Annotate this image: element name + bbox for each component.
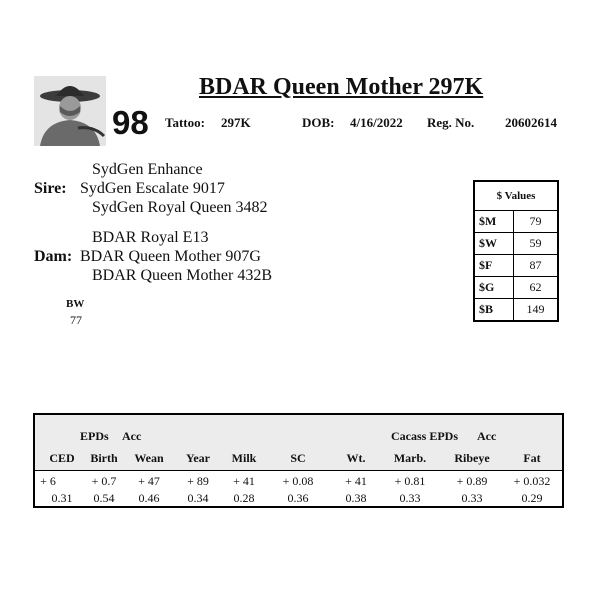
sire-dam-name: SydGen Royal Queen 3482 [92, 199, 268, 216]
carcass-epd-label: Cacass EPDs [391, 429, 459, 443]
epd-column-header: Year [186, 451, 210, 465]
dam-sire-name: BDAR Royal E13 [92, 229, 209, 246]
epd-column-header: Birth [90, 451, 118, 465]
dollar-value-row [474, 277, 558, 299]
dollar-value-label: $F [474, 255, 514, 277]
dollar-value-label: $B [474, 299, 514, 322]
animal-name-title: BDAR Queen Mother 297K [199, 74, 484, 100]
dob-label: DOB: [302, 115, 335, 130]
epd-value: + 0.032 [513, 474, 551, 488]
dollar-value: 79 [514, 211, 559, 233]
epd-accuracy: 0.38 [345, 491, 367, 505]
dollar-value-row [474, 233, 558, 255]
dam-label: Dam: [34, 248, 73, 265]
epd-accuracy: 0.34 [187, 491, 209, 505]
birth-weight-value: 77 [70, 313, 82, 327]
epd-value: + 89 [187, 474, 209, 488]
epd-column-header: Ribeye [454, 451, 490, 465]
epd-column-header: Marb. [393, 451, 427, 465]
epd-accuracy: 0.54 [93, 491, 115, 505]
epd-accuracy: 0.33 [461, 491, 483, 505]
dam-dam-name: BDAR Queen Mother 432B [92, 267, 272, 284]
epd-value: + 41 [345, 474, 367, 488]
dollar-value-row [474, 299, 558, 322]
epd-value: + 0.7 [91, 474, 117, 488]
epd-column-header: Wt. [346, 451, 366, 465]
epd-accuracy: 0.36 [287, 491, 309, 505]
epd-accuracy: 0.46 [138, 491, 160, 505]
dollar-values-table [473, 180, 559, 322]
dollar-value-label: $M [474, 211, 514, 233]
epd-accuracy: 0.28 [233, 491, 255, 505]
epd-value: + 47 [138, 474, 160, 488]
epd-group-acc: Acc [122, 429, 142, 443]
epd-column-header: Milk [231, 451, 257, 465]
reg-no-label: Reg. No. [427, 115, 475, 130]
sire-sire-name: SydGen Enhance [92, 161, 203, 178]
tattoo-value: 297K [221, 115, 251, 130]
cowboy-photo-icon [34, 76, 106, 146]
epd-value: + 6 [40, 474, 56, 488]
epd-column-header: SC [290, 451, 306, 465]
dollar-value-label: $G [474, 277, 514, 299]
lot-number: 98 [112, 104, 149, 141]
dollar-values-title: $ Values [474, 181, 558, 211]
dollar-value-row [474, 211, 558, 233]
tattoo-label: Tattoo: [165, 115, 205, 130]
reg-no-value: 20602614 [505, 115, 557, 130]
epd-column-header: Wean [134, 451, 164, 465]
dollar-value-row [474, 255, 558, 277]
dam-name: BDAR Queen Mother 907G [80, 248, 261, 265]
carcass-epd-acc: Acc [477, 429, 497, 443]
epd-value: + 0.89 [456, 474, 488, 488]
sire-name: SydGen Escalate 9017 [80, 180, 225, 197]
epd-value: + 0.08 [282, 474, 314, 488]
epd-accuracy: 0.33 [399, 491, 421, 505]
dollar-value: 149 [514, 299, 559, 322]
epd-accuracy: 0.29 [521, 491, 543, 505]
epd-accuracy: 0.31 [51, 491, 73, 505]
epd-group-label: EPDs [80, 429, 109, 443]
epd-column-header: Fat [523, 451, 541, 465]
dollar-value: 59 [514, 233, 559, 255]
dob-value: 4/16/2022 [350, 115, 403, 130]
epd-column-header: CED [49, 451, 75, 465]
epd-value: + 0.81 [394, 474, 426, 488]
epd-value: + 41 [233, 474, 255, 488]
dollar-value: 62 [514, 277, 559, 299]
dollar-value-label: $W [474, 233, 514, 255]
birth-weight-label: BW [66, 298, 85, 310]
dollar-value: 87 [514, 255, 559, 277]
sire-label: Sire: [34, 180, 67, 197]
epd-divider [35, 470, 562, 471]
